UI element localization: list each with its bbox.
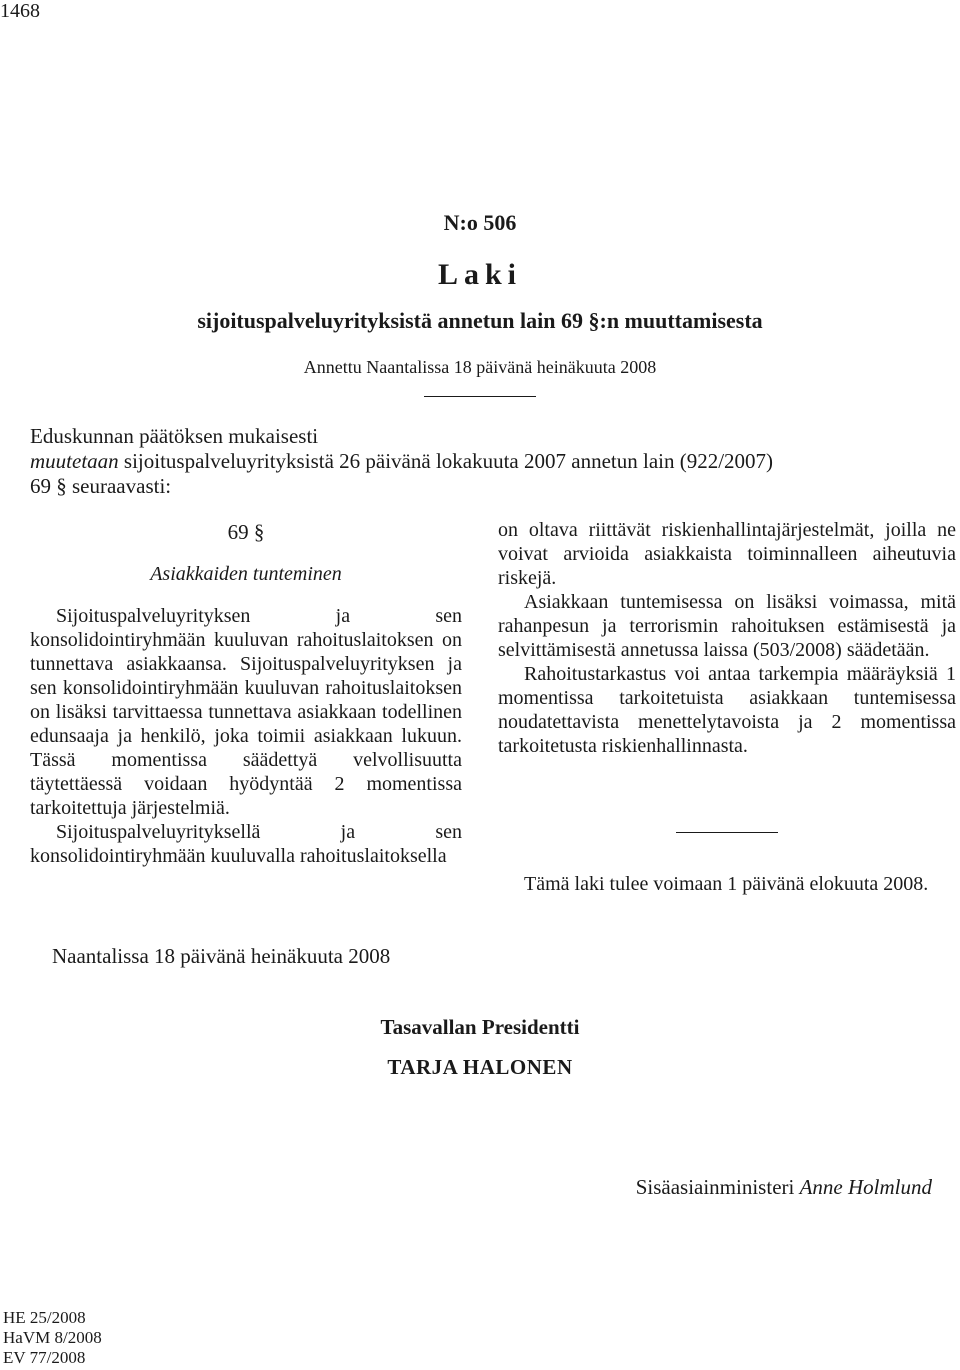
president-title: Tasavallan Presidentti [380, 1015, 580, 1039]
reference-item: HE 25/2008 [3, 1308, 86, 1327]
section-number: 69 § [227, 520, 265, 544]
right-column [498, 518, 956, 758]
section-heading: Asiakkaiden tunteminen [150, 563, 342, 585]
paragraph-3: Asiakkaan tuntemisessa on lisäksi voimassa, mitä rahanpesun ja terrorismin rahoituksen estämisestä ja selvittämisestä annetussa laissa (503/2008) säädetään. [498, 591, 956, 661]
given-date: Annettu Naantalissa 18 päivänä heinäkuuta 2008 [303, 357, 657, 377]
enacting-clause [30, 424, 960, 499]
intro-line-2-text: sijoituspalveluyrityksistä 26 päivänä lokakuuta 2007 annetun lain (922/2007) [118, 449, 774, 473]
reference-item: HaVM 8/2008 [3, 1328, 102, 1347]
minister-title: Sisäasiainministeri [635, 1175, 800, 1199]
reference-item: EV 77/2008 [3, 1348, 86, 1367]
document-type: Laki [437, 258, 523, 291]
paragraph-1: Sijoituspalveluyrityksen ja sen konsolidointiryhmään kuuluvan rahoituslaitoksen on tunnettava asiakkaansa. Sijoituspalveluyrityksen ja sen konsolidointiryhmään kuuluvan rahoituslaitoksen on lisäksi tarvittaessa tunnettava asiakkaan todellinen edunsaaja ja henkilö, joka toimii asiakkaan lukuun. Tässä momentissa säädettyä velvollisuutta täytettäessä voidaan hyödyntää 2 momentissa tarkoitettuja järjestelmiä. [30, 605, 462, 819]
minister-name: Anne Holmlund [799, 1175, 932, 1199]
paragraph-4: Rahoitustarkastus voi antaa tarkempia määräyksiä 1 momentissa tarkoitetuista asiakkaan tuntemisessa noudatettavista menettelytavoista ja 2 momentissa tarkoitetusta riskienhallinnasta. [498, 663, 956, 757]
statute-number: N:o 506 [443, 210, 517, 235]
paragraph-2-end: on oltava riittävät riskienhallintajärjestelmät, joilla ne voivat arvioida asiakkaista toiminnalleen aiheutuvia riskejä. [498, 519, 956, 589]
section-divider [676, 832, 778, 833]
page-number: 1468 [0, 0, 40, 22]
intro-amend-keyword: muutetaan [30, 449, 119, 473]
intro-line-2 [30, 449, 960, 474]
intro-line-3: 69 § seuraavasti: [30, 474, 172, 498]
law-title: sijoituspalveluyrityksistä annetun lain 69 §:n muuttamisesta [197, 308, 763, 333]
president-name: TARJA HALONEN [387, 1055, 573, 1079]
minister-signature [0, 1175, 932, 1200]
intro-line-1: Eduskunnan päätöksen mukaisesti [30, 424, 319, 448]
place-and-date: Naantalissa 18 päivänä heinäkuuta 2008 [52, 944, 391, 968]
title-divider [424, 396, 536, 397]
paragraph-2-start: Sijoituspalveluyrityksellä ja sen konsolidointiryhmään kuuluvalla rahoituslaitoksella [30, 821, 462, 867]
entry-into-force: Tämä laki tulee voimaan 1 päivänä elokuuta 2008. [524, 873, 929, 895]
left-column [30, 520, 462, 868]
legislative-references [3, 1308, 102, 1368]
